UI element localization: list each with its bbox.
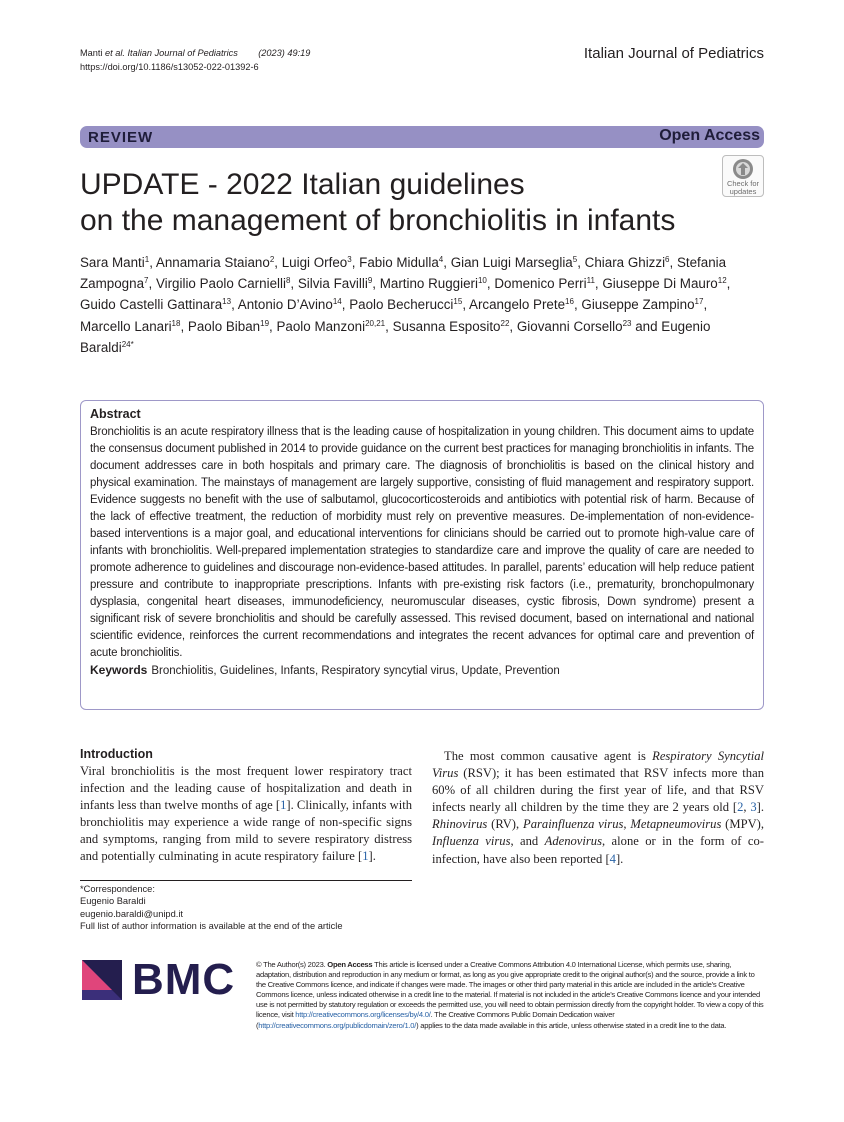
author-name-text: Giuseppe Zampino [581,297,695,313]
author-name-text: Chiara Ghizzi [584,255,666,270]
author-affiliation: 11 [586,276,595,286]
author-name-text: Gian Luigi Marseglia [450,255,573,270]
author-affiliation: 1 [144,255,150,264]
citation-link[interactable]: 4 [609,851,616,866]
intro-p2-text: The most common causative agent is [444,749,653,763]
footnote-author-info: Full list of author information is available at the end of the article [80,921,343,932]
author-name[interactable] [80,319,180,334]
author-name[interactable] [188,319,269,334]
title-line-1: UPDATE - 2022 Italian guidelines [80,168,525,201]
author-affiliation: 23 [622,318,632,328]
bmc-logo-icon [82,960,122,1000]
license-text: ) applies to the data made available in this article, unless otherwise stated in a credit line to the data. [416,1020,727,1030]
author-name[interactable] [349,297,462,312]
introduction-column-right [432,748,764,868]
author-affiliation: 18 [171,318,181,328]
intro-p2-text: , [743,800,751,815]
introduction-paragraph-1 [80,763,412,866]
virus-name: Influenza virus [432,834,511,849]
intro-p2-text: ]. [615,851,624,866]
author-affiliation: 2 [269,255,275,264]
license-text: This article is licensed under a Creative Commons Attribution 4.0 International License, which permits use, sharing, adaptation, distribution and reproduction in any medium or format, as long as you give appropriate credit to the original author(s) and the source, provide a link to the Creative Commons licence, and indicate if changes were made. The images or other third party material in this article are included in the article’s Creative Commons licence, unless indicated otherwise in a credit line to the material. If material is not included in the article’s Creative Commons licence and your intended use is not permitted by statutory regulation or exceeds the permitted use, you will need to obtain permission directly from the copyright holder. To view a copy of this licence, visit [256,960,764,1020]
footnote-divider [80,880,412,881]
author-name-text: Paolo Becherucci [349,297,454,313]
author-list: Sara Manti$^1$, Annamaria Staiano$^2$, Luigi Orfeo$^3$, Fabio Midulla$^4$, Gian Luigi Marseglia$^5$, Chiara Ghizzi$^6$, Stefania Zampogna$^7$, Virgilio Paolo Carnielli$^8$, Silvia Favilli$^9$, Martino Ruggieri$^{10}$, Domenico Perri$^{11}$, Giuseppe Di Mauro$^{12}$, Guido Castelli Gattinara$^{13}$, Antonio D’Avino$^{14}$, Paolo Becherucci$^{15}$, Arcangelo Prete$^{16}$, Giuseppe Zampino$^{17}$, Marcello Lanari$^{18}$, Paolo Biban$^{19}$, Paolo Manzoni$^{20,21}$, Susanna Esposito$^{22}$, Giovanni Corsello$^{23}$ and Eugenio Baraldi$^{24*}$ [80,255,731,355]
author-affiliation: 6 [665,255,670,264]
bmc-logo[interactable] [82,955,242,1004]
bmc-logo-text: BMC [132,955,236,1004]
abstract-box [80,400,764,710]
author-name[interactable] [156,255,274,270]
author-name[interactable] [581,297,703,312]
author-name-text: Annamaria Staiano [155,255,270,270]
author-name[interactable] [156,276,290,291]
intro-p1-end: ]. [368,849,376,864]
introduction-heading: Introduction [80,747,153,761]
author-affiliation: 13 [222,297,232,307]
citation-link[interactable]: 3 [750,800,757,815]
footnote-correspondence-label: *Correspondence: [80,884,155,894]
author-name[interactable] [282,255,352,270]
author-name[interactable] [80,297,231,312]
header-journal-italic: et al. Italian Journal of Pediatrics [105,48,238,58]
author-name[interactable] [469,297,574,312]
title-line-2: on the management of bronchiolitis in infants [80,204,676,237]
article-type-band [80,126,764,148]
license-link-by[interactable]: http://creativecommons.org/licenses/by/4.0/ [295,1010,431,1020]
footnote-correspondent-name: Eugenio Baraldi [80,896,146,907]
doi-link[interactable]: https://doi.org/10.1186/s13052-022-01392-6 [80,62,259,72]
author-name-text: Marcello Lanari [80,318,172,334]
license-text: . The Creative Commons Public Domain Dedication waiver ( [256,1010,615,1030]
author-name-text: Sara Manti [80,255,145,270]
intro-p2-text: (MPV), [721,817,765,832]
author-affiliation: 3 [347,255,352,264]
author-affiliation: 9 [367,276,373,286]
license-statement [256,960,764,1031]
running-header [80,46,310,74]
author-name-text: Martino Ruggieri [379,276,478,292]
author-name-text: Susanna Esposito [392,318,501,334]
author-affiliation: 14 [332,297,342,307]
author-name[interactable] [393,319,510,334]
intro-p2-text: ]. [756,800,764,815]
author-affiliation: 7 [144,276,149,286]
article-title [80,167,720,239]
author-name-text: Domenico Perri [494,276,587,292]
keywords-text: Bronchiolitis, Guidelines, Infants, Respiratory syncytial virus, Update, Prevention [151,665,560,677]
author-name-text: Paolo Biban [187,318,261,334]
author-name-text: Stefania Zampogna [80,255,727,292]
author-affiliation: 20,21 [365,318,386,328]
author-name[interactable] [380,276,487,291]
intro-p2-text: , and [510,834,545,849]
author-affiliation: 19 [260,318,270,328]
license-open-access: Open Access [327,960,373,969]
citation-link[interactable]: 1 [362,849,369,864]
author-name[interactable] [494,276,595,291]
author-affiliation: 24* [121,339,134,349]
open-access-label: Open Access [659,127,760,144]
virus-name: Respiratory Syncytial Virus [432,749,764,781]
author-name[interactable] [359,255,443,270]
author-name-text: Paolo Manzoni [276,318,366,334]
intro-p2-text: , [623,817,631,832]
author-name-text: Eugenio Baraldi [80,318,711,355]
citation-link[interactable]: 2 [737,800,744,815]
check-updates-label-2: updates [729,187,757,196]
correspondence-footnote [80,883,343,933]
author-affiliation: 8 [285,276,291,286]
keywords-label: Keywords [90,663,148,677]
author-name[interactable] [276,319,385,334]
check-for-updates-button[interactable] [722,155,764,197]
intro-p2-text: , alone or in the form of co-infection, have also been reported [ [432,834,764,866]
abstract-heading: Abstract [90,407,141,421]
check-updates-icon [732,158,754,180]
author-name[interactable] [80,255,149,270]
author-name-text: Silvia Favilli [297,276,368,292]
author-name[interactable] [602,276,726,291]
author-name-text: Arcangelo Prete [469,297,566,313]
journal-name: Italian Journal of Pediatrics [583,45,764,62]
intro-p1-text-b: ]. Clinically, infants with bronchiolitis may experience a wide range of non-specific signs and symptoms, ranging from mild to severe respiratory distress and potentially culminating in acute respiratory failure [ [80,798,412,864]
author-name-text: Virgilio Paolo Carnielli [155,276,286,292]
author-affiliation: 10 [477,276,487,286]
author-name-text: Antonio D’Avino [237,297,333,313]
author-name-text: Giuseppe Di Mauro [602,276,718,292]
author-name-text: Luigi Orfeo [281,255,348,270]
virus-name: Metapneumovirus [630,817,722,832]
header-year-volume: (2023) 49:19 [258,48,311,58]
author-name-text: Giovanni Corsello [516,318,623,334]
intro-p1-text-a: Viral bronchiolitis is the most frequent lower respiratory tract infection and the leading cause of hospitalization and death in infants less than twelve months of age [ [80,764,412,813]
author-affiliation: 16 [565,297,574,307]
check-updates-label-1: Check for [726,179,760,188]
introduction-column-left [80,746,412,866]
abstract-text: Bronchiolitis is an acute respiratory illness that is the leading cause of hospitalization in young children. This document aims to update the consensus document published in 2014 to provide guidance on the current best practices for managing bronchiolitis in infants. The document addresses care in both hospitals and primary care. The diagnosis of bronchiolitis is based on the clinical history and physical examination. The mainstays of management are largely supportive, consisting of fluid management and respiratory support. Evidence suggests no benefit with the use of salbutamol, glucocorticosteroids and antibiotics with potential risk of harm. Because of the lack of effective treatment, the reduction of morbidity must rely on preventive measures. De-implementation of non-evidence-based interventions is a major goal, and educational interventions for clinicians should be carried out to promote high-value care of infants with bronchiolitis. Well-prepared implementation strategies to standardize care and improve the quality of care are needed to promote adherence to guidelines and discourage non-evidence-based attitudes. In parallel, parents’ education will help reduce patient pressure and contribute to inappropriate prescriptions. Infants with pre-existing risk factors (i.e., prematurity, bronchopulmonary dysplasia, congenital heart diseases, immunodeficiency, neuromuscular diseases, cystic fibrosis, Down syndrome) present a significant risk of severe bronchiolitis and should be carefully assessed. This revised document, based on international and national scientific evidence, reinforces the current recommendations and integrates the recent advances for optimal care and prevention of acute bronchiolitis. [90,426,754,659]
author-name[interactable] [585,255,670,270]
article-type-label: REVIEW [88,129,154,146]
footnote-email[interactable]: eugenio.baraldi@unipd.it [80,908,183,919]
intro-p2-text: (RSV); it has been estimated that RSV infects more than 60% of all children during the first year of life, and that RSV infects nearly all children by the time they are 2 years old [ [432,766,764,815]
author-affiliation: 4 [438,255,444,264]
header-authors: Manti [80,48,106,58]
author-affiliation: 22 [500,318,510,328]
author-name[interactable] [517,319,632,334]
author-name[interactable] [298,276,372,291]
license-link-zero[interactable]: http://creativecommons.org/publicdomain/zero/1.0/ [258,1020,417,1030]
author-affiliation: 15 [453,297,463,307]
author-affiliation: 5 [572,255,578,264]
virus-name: Adenovirus [544,834,602,849]
author-name-text: Fabio Midulla [359,255,439,270]
author-affiliation: 12 [717,276,727,286]
author-affiliation: 17 [694,297,704,307]
keywords-line [90,662,754,680]
author-name[interactable] [451,255,578,270]
intro-p2-text: (RV), [487,817,523,832]
introduction-paragraph-2 [432,748,764,868]
virus-name: Parainfluenza virus [523,817,624,832]
virus-name: Rhinovirus [432,817,488,832]
author-name[interactable] [238,297,342,312]
citation-link[interactable]: 1 [280,798,287,813]
license-text: © The Author(s) 2023. [256,960,328,969]
author-name-text: Guido Castelli Gattinara [80,297,223,313]
